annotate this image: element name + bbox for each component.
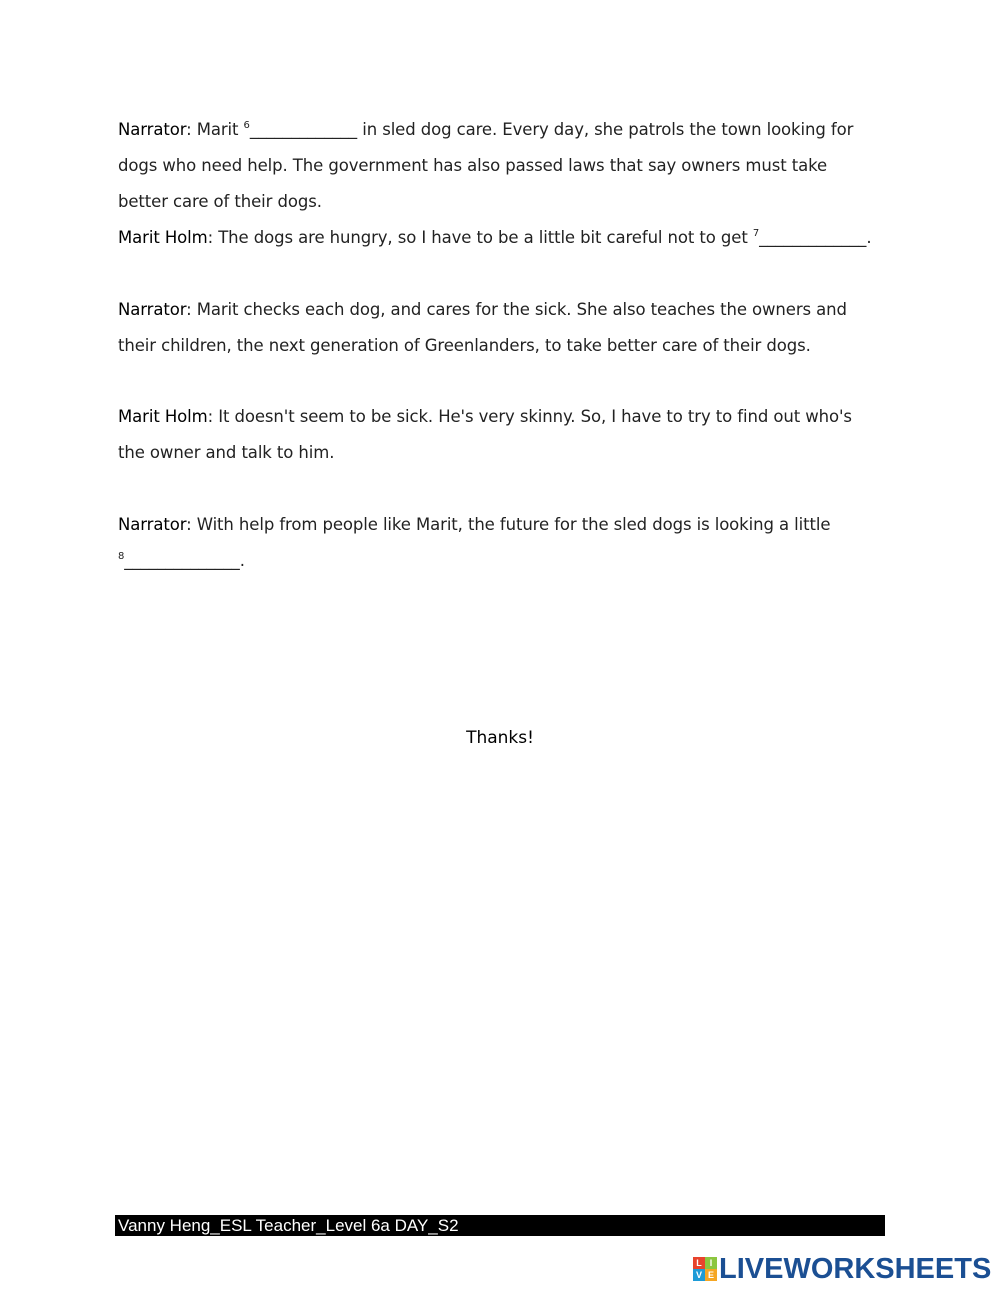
dialogue-line-4 — [118, 399, 878, 471]
speaker-name: Marit Holm — [118, 228, 208, 247]
speaker-name: Narrator — [118, 120, 187, 139]
speaker-name: Narrator — [118, 300, 187, 319]
blank-number: 8 — [118, 551, 125, 562]
speaker-name: Narrator — [118, 515, 187, 534]
line-text: in sled dog care. Every day, she patrols the town looking for dogs who need help. The government has also passed laws that say owners must take better care of their dogs. — [118, 120, 854, 211]
dialogue-line-2 — [118, 220, 888, 256]
liveworksheets-brand[interactable] — [693, 1253, 991, 1285]
line-text: : Marit checks each dog, and cares for the sick. She also teaches the owners and their children, the next generation of Greenlanders, to take better care of their dogs. — [118, 300, 847, 355]
answer-blank-6[interactable]: _____________ — [249, 120, 358, 139]
logo-letter: V — [693, 1269, 705, 1281]
brand-name: LIVEWORKSHEETS — [719, 1252, 992, 1285]
line-text: . — [866, 228, 872, 247]
logo-letter: L — [693, 1257, 705, 1269]
dialogue-line-5 — [118, 507, 878, 579]
line-text: : Marit — [186, 120, 244, 139]
liveworksheets-logo-icon — [693, 1257, 717, 1281]
logo-letter: I — [705, 1257, 717, 1269]
closing-text: Thanks! — [466, 728, 534, 748]
logo-letter: E — [705, 1269, 717, 1281]
blank-number: 6 — [243, 120, 250, 131]
line-text: : It doesn't seem to be sick. He's very skinny. So, I have to try to find out who's the owner and talk to him. — [118, 407, 852, 462]
line-text: : The dogs are hungry, so I have to be a little bit careful not to get — [207, 228, 753, 247]
footer-text: Vanny Heng_ESL Teacher_Level 6a DAY_S2 — [118, 1216, 459, 1235]
line-text: . — [239, 551, 245, 570]
line-text: : With help from people like Marit, the future for the sled dogs is looking a little — [186, 515, 831, 534]
dialogue-line-3 — [118, 292, 878, 364]
blank-number: 7 — [752, 228, 760, 239]
footer-bar — [115, 1215, 885, 1236]
answer-blank-7[interactable]: _____________ — [759, 228, 867, 247]
dialogue-line-1 — [118, 112, 878, 220]
answer-blank-8[interactable]: ______________ — [124, 551, 240, 570]
speaker-name: Marit Holm — [118, 407, 208, 426]
